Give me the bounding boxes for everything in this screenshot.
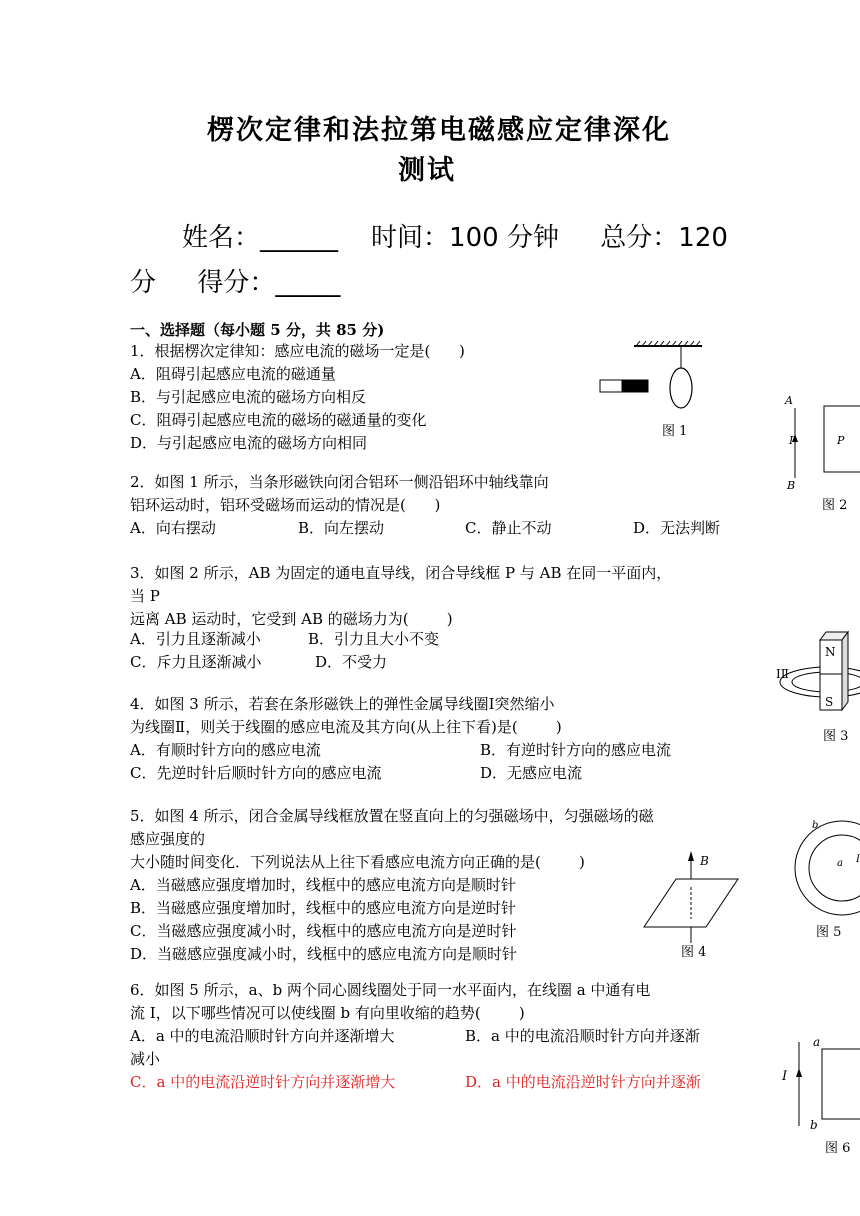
question-3 (130, 562, 671, 631)
coil-a (809, 835, 860, 901)
label-n: N (825, 645, 836, 659)
aluminum-ring (670, 368, 692, 408)
question-3-stem-line1: 3．如图 2 所示，AB 为固定的通电直导线，闭合导线框 P 与 AB 在同一平面内， (130, 564, 672, 582)
figure-6-caption: 图 6 (825, 1141, 851, 1156)
question-5-stem-line2: 感应强度的 (130, 830, 206, 848)
question-5-stem-line3: 大小随时间变化．下列说法从上往下看感应电流方向正确的是( ) (130, 853, 585, 871)
figure-4-caption: 图 4 (681, 945, 707, 960)
question-3-stem-line2: 当 P (130, 587, 160, 605)
field-arrow (688, 851, 694, 861)
figure-1 (592, 340, 712, 440)
question-5-stem-line1: 5．如图 4 所示，闭合金属导线框放置在竖直向上的匀强磁场中，匀强磁场的磁 (130, 807, 654, 825)
question-4-stem-line1: 4．如图 3 所示，若套在条形磁铁上的弹性金属导线圈Ⅰ突然缩小 (130, 695, 555, 713)
q6-option-d: D．a 中的电流沿逆时针方向并逐渐 (465, 1073, 701, 1091)
figure-6 (778, 1034, 860, 1160)
label-a: A (785, 394, 793, 407)
question-2-stem-line2: 铝环运动时，铝环受磁场而运动的情况是( ) (130, 496, 441, 514)
label-b: b (810, 1118, 818, 1132)
question-2-stem-line1: 2．如图 1 所示，当条形磁铁向闭合铝环一侧沿铝环中轴线靠向 (130, 473, 549, 491)
magnet-dark-half (622, 380, 648, 392)
q4-option-b: B．有逆时针方向的感应电流 (480, 741, 672, 759)
question-1 (130, 340, 465, 455)
q2-option-d: D．无法判断 (633, 519, 721, 537)
figure-4 (640, 845, 750, 963)
label-a: a (813, 1035, 821, 1049)
figure-5 (786, 812, 860, 942)
label-b: B (700, 854, 709, 868)
q6-option-a: A．a 中的电流沿顺时针方向并逐渐增大 (130, 1027, 395, 1045)
info-line2: 分 得分：_____ (130, 268, 341, 298)
title-line2: 测试 (398, 155, 456, 186)
label-i: I (782, 1069, 788, 1084)
info-line1: 姓名：______ 时间：100 分钟 总分：120 (182, 223, 728, 253)
current-arrow (796, 1068, 802, 1077)
q1-option-c: C．阻碍引起感应电流的磁场的磁通量的变化 (130, 411, 427, 429)
q5-option-b: B．当磁感应强度增加时，线框中的感应电流方向是逆时针 (130, 899, 517, 917)
q4-option-c: C．先逆时针后顺时针方向的感应电流 (130, 764, 382, 782)
q1-option-b: B．与引起感应电流的磁场方向相反 (130, 388, 367, 406)
magnet-side (842, 632, 848, 710)
section-heading: 一、选择题（每小题 5 分，共 85 分) (130, 321, 385, 339)
label-b: b (812, 820, 819, 831)
figure-2-caption: 图 2 (822, 498, 848, 513)
q6-option-c: C．a 中的电流沿逆时针方向并逐渐增大 (130, 1073, 396, 1091)
figure-2 (778, 390, 860, 515)
question-6-stem-line1: 6．如图 5 所示，a、b 两个同心圆线圈处于同一水平面内，在线圈 a 中通有电 (130, 981, 651, 999)
q4-option-a: A．有顺时针方向的感应电流 (130, 741, 321, 759)
question-3-stem-line3: 远离 AB 运动时，它受到 AB 的磁场力为( ) (130, 610, 453, 628)
label-s: S (825, 695, 834, 709)
q6-option-b-cont: 减小 (130, 1050, 161, 1068)
label-i: I (789, 434, 794, 447)
question-1-stem: 1．根据楞次定律知：感应电流的磁场一定是( ) (130, 342, 465, 360)
q2-option-c: C．静止不动 (465, 519, 552, 537)
figure-3-caption: 图 3 (823, 729, 849, 744)
question-4-stem-line2: 为线圈Ⅱ，则关于线圈的感应电流及其方向(从上往下看)是( ) (130, 718, 562, 736)
label-p: P (837, 434, 845, 447)
coil-b (795, 821, 860, 915)
q3-option-d: D．不受力 (315, 653, 388, 671)
label-b: B (787, 479, 796, 492)
figure-3 (776, 628, 860, 746)
figure-5-caption: 图 5 (816, 925, 842, 940)
q6-option-b: B．a 中的电流沿顺时针方向并逐渐 (465, 1027, 700, 1045)
label-i: I (856, 854, 860, 865)
magnet-light-half (600, 380, 622, 392)
q4-option-d: D．无感应电流 (480, 764, 583, 782)
q2-option-a: A．向右摆动 (130, 519, 216, 537)
q5-option-a: A．当磁感应强度增加时，线框中的感应电流方向是顺时针 (130, 876, 516, 894)
wire-frame (822, 1049, 860, 1119)
q2-option-b: B．向左摆动 (298, 519, 385, 537)
title-line1: 楞次定律和法拉第电磁感应定律深化 (207, 115, 671, 146)
q1-option-a: A．阻碍引起感应电流的磁通量 (130, 365, 336, 383)
label-a: a (837, 858, 843, 869)
question-6-stem-line2: 流 I，以下哪些情况可以使线圈 b 有向里收缩的趋势( ) (130, 1004, 525, 1022)
question-6 (130, 979, 650, 1025)
label-coils: ⅠⅡ (776, 667, 789, 681)
question-5 (130, 805, 654, 966)
question-4 (130, 693, 562, 739)
q3-option-b: B．引力且大小不变 (308, 630, 440, 648)
q1-option-d: D．与引起感应电流的磁场方向相同 (130, 434, 368, 452)
q5-option-c: C．当磁感应强度减小时，线框中的感应电流方向是逆时针 (130, 922, 517, 940)
figure-1-caption: 图 1 (662, 424, 688, 439)
q3-option-c: C．斥力且逐渐减小 (130, 653, 262, 671)
q5-option-d: D．当磁感应强度减小时，线框中的感应电流方向是顺时针 (130, 945, 518, 963)
q3-option-a: A．引力且逐渐减小 (130, 630, 261, 648)
question-2 (130, 471, 549, 517)
